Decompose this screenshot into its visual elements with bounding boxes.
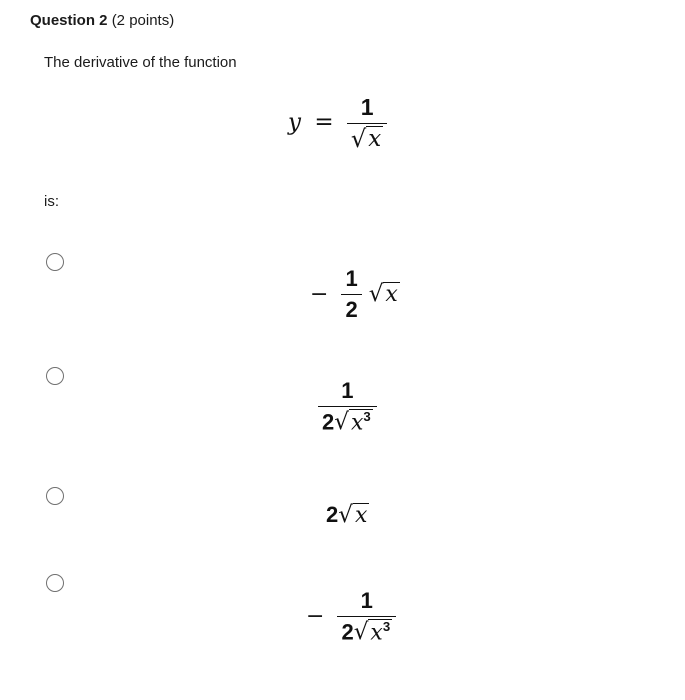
option-a-radio[interactable] [46, 253, 64, 271]
option-b-coefficient: 2 [322, 409, 335, 435]
option-a-numerator: 1 [345, 266, 358, 291]
option-b-radio[interactable] [46, 367, 64, 385]
option-a-radicand: x [385, 282, 398, 308]
option-c-radicand: x [354, 503, 368, 528]
option-d-sqrt: √ $x^3$ [353, 619, 391, 646]
option-a-expression [310, 266, 400, 323]
option-d-fraction [337, 588, 396, 645]
option-b-radicand: x [350, 410, 364, 436]
function-fraction [347, 94, 387, 153]
function-equation [288, 94, 387, 153]
option-b-expression [318, 378, 377, 435]
option-a-sqrt: √ x [368, 281, 398, 308]
option-c-expression [326, 502, 369, 528]
option-c-radio[interactable] [46, 487, 64, 505]
function-lhs: y [288, 109, 301, 136]
is-label: is: [44, 193, 59, 210]
option-d-radio[interactable] [46, 574, 64, 592]
option-b-numerator: 1 [341, 378, 354, 403]
question-number: Question 2 [30, 12, 108, 29]
option-b-fraction [318, 378, 377, 435]
option-d-minus: − [306, 603, 325, 629]
option-b-exponent: 3 [363, 409, 371, 424]
option-a-fraction [341, 266, 361, 323]
function-sqrt: √ x [350, 124, 382, 153]
option-a-minus: − [310, 281, 329, 307]
question-header [30, 12, 174, 29]
option-a-denominator: 2 [345, 297, 358, 322]
option-d-expression [306, 588, 396, 645]
equals-sign: = [314, 109, 334, 136]
option-d-coefficient: 2 [341, 619, 354, 645]
function-numerator: 1 [360, 94, 374, 120]
function-radicand: x [368, 126, 382, 152]
question-prompt: The derivative of the function [44, 54, 237, 71]
question-points: (2 points) [111, 12, 175, 29]
option-c-sqrt: √ x [338, 502, 368, 528]
option-d-exponent: 3 [382, 619, 391, 634]
option-d-radicand: x [370, 620, 383, 646]
option-c-coefficient: 2 [326, 502, 339, 527]
option-b-sqrt: √ $x^3$ [334, 409, 371, 436]
option-d-numerator: 1 [360, 588, 373, 613]
